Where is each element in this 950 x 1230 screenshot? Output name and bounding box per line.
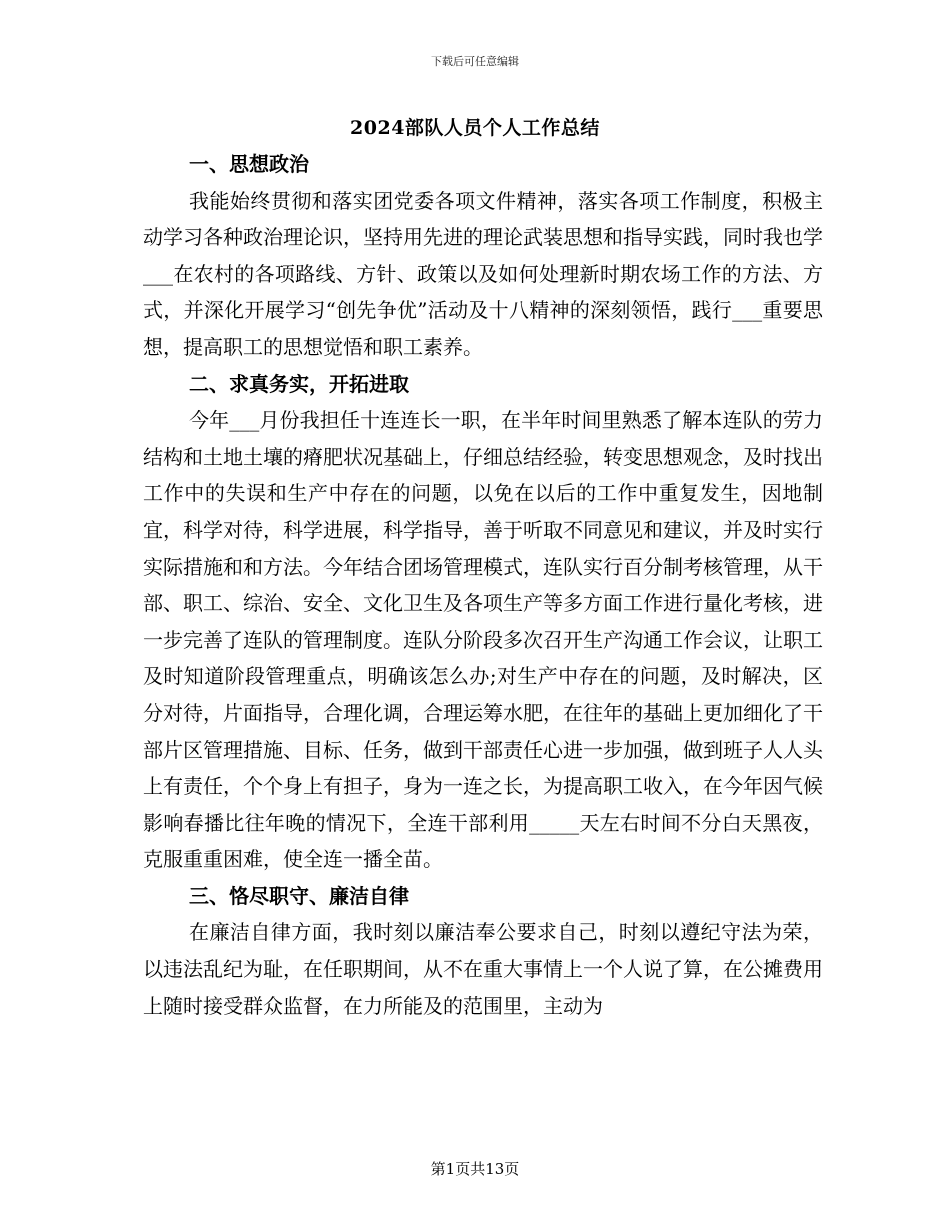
document-title: 2024部队人员个人工作总结: [350, 117, 600, 139]
header-note: 下载后可任意编辑: [431, 55, 519, 68]
section-heading-3: 三、恪尽职守、廉洁自律: [189, 883, 409, 908]
page-number-footer: 第1页共13页: [430, 1160, 520, 1178]
section-paragraph-2: 今年___月份我担任十连连长一职，在半年时间里熟悉了解本连队的劳力结构和土地土壤的瘠肥状况基础上，仔细总结经验，转变思想观念，及时找出工作中的失误和生产中存在的问题，以免在以后的工作中重复发生，因地制宜，科学对待，科学进展，科学指导，善于听取不同意见和建议，并及时实行实际措施和和方法。今年结合团场管理模式，连队实行百分制考核管理，从干部、职工、综治、安全、文化卫生及各项生产等多方面工作进行量化考核，进一步完善了连队的管理制度。连队分阶段多次召开生产沟通工作会议，让职工及时知道阶段管理重点，明确该怎么办;对生产中存在的问题，及时解决，区分对待，片面指导，合理化调，合理运筹水肥，在往年的基础上更加细化了干部片区管理措施、目标、任务，做到干部责任心进一步加强，做到班子人人头上有责任，个个身上有担子，身为一连之长，为提高职工收入，在今年因气候影响春播比往年晚的情况下，全连干部利用_____天左右时间不分白天黑夜，克服重重困难，使全连一播全苗。: [143, 408, 823, 872]
section-paragraph-1: 我能始终贯彻和落实团党委各项文件精神，落实各项工作制度，积极主动学习各种政治理论识，坚持用先进的理论武装思想和指导实践，同时我也学___在农村的各项路线、方针、政策以及如何处理新时期农场工作的方法、方式，并深化开展学习“创先争优”活动及十八精神的深刻领悟，践行___重要思想，提高职工的思想觉悟和职工素养。: [143, 188, 823, 359]
section-heading-2: 二、求真务实，开拓进取: [189, 371, 409, 396]
section-paragraph-3: 在廉洁自律方面，我时刻以廉洁奉公要求自己，时刻以遵纪守法为荣，以违法乱纪为耻，在任职期间，从不在重大事情上一个人说了算，在公摊费用上随时接受群众监督，在力所能及的范围里，主动为: [143, 920, 823, 1018]
document-body: [143, 146, 823, 1024]
section-heading-1: 一、思想政治: [189, 152, 309, 176]
